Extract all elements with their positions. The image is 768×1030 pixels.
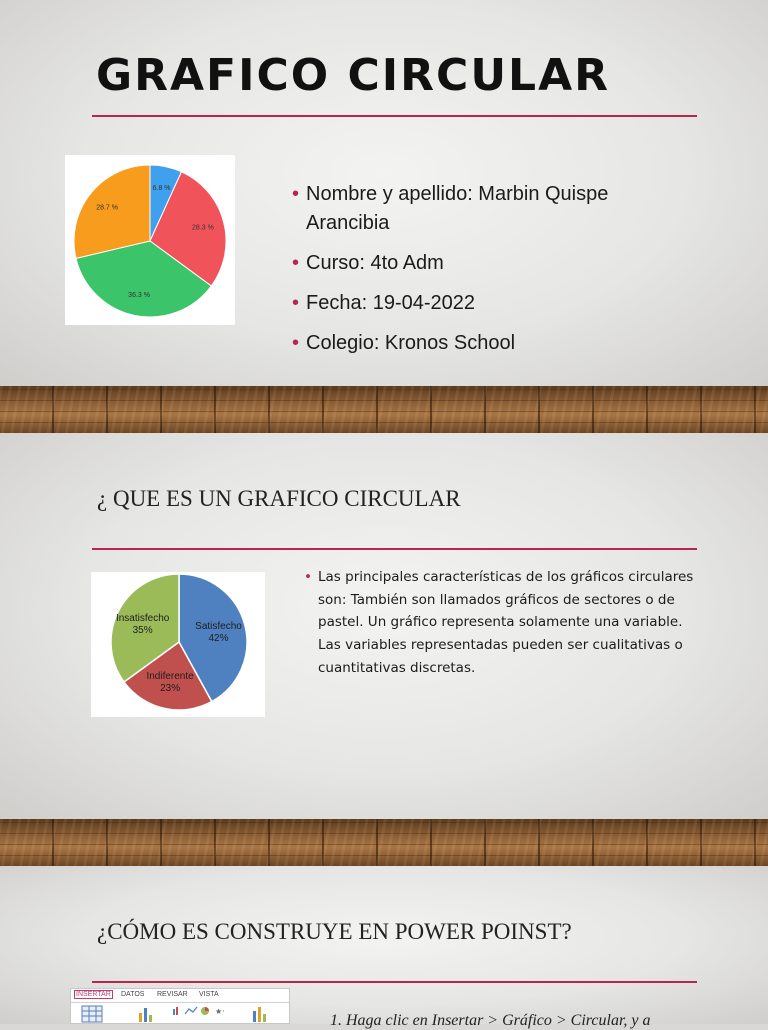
chart-icon — [251, 1005, 267, 1023]
pie-chart-2 — [91, 572, 265, 717]
definition-item: • Las principales características de los gráficos circulares son: También son llamados gráficos de sectores o de pastel. Un gráfico representa solamente una variable. Las variables representadas pueden ser cualitativas o cuantitativas discretas. — [304, 566, 696, 680]
ribbon-tab-revisar: REVISAR — [157, 991, 188, 998]
ribbon-tab-vista: VISTA — [199, 991, 219, 998]
pie-slice-label: Satisfecho — [195, 621, 242, 633]
info-item-name: • Nombre y apellido: Marbin Quispe Arancibia — [292, 180, 612, 238]
wood-floor-strip-1 — [0, 386, 768, 433]
chart-icon — [137, 1005, 153, 1023]
pie-chart-image — [65, 155, 235, 325]
slide-2-title: ¿ QUE ES UN GRAFICO CIRCULAR — [97, 486, 461, 511]
info-item-course: • Curso: 4to Adm — [292, 249, 612, 278]
pie-slice-label: 6.8 % — [152, 184, 171, 192]
title-underline — [92, 115, 697, 117]
wood-floor-strip-2 — [0, 819, 768, 866]
svg-text:★·: ★· — [215, 1007, 225, 1016]
pie-slice-label: Indiferente — [146, 671, 194, 683]
ribbon-tab-datos: DATOS — [121, 991, 145, 998]
title-underline — [92, 981, 697, 983]
info-item-school: • Colegio: Kronos School — [292, 329, 612, 358]
powerpoint-ribbon-screenshot — [70, 988, 290, 1024]
title-underline — [92, 548, 697, 550]
step-text-partial: 1. Haga clic en Insertar > Gráfico > Circular, y a — [330, 1012, 651, 1029]
ribbon-tab-insertar: INSERTAR — [76, 991, 111, 998]
slide-2 — [0, 433, 768, 819]
pie-slice-label: 42% — [208, 633, 229, 645]
slide-3-title: ¿CÓMO ES CONSTRUYE EN POWER POINST? — [97, 919, 572, 944]
pie-slice-label: 35% — [132, 624, 153, 636]
chart-types-icon — [171, 1005, 231, 1023]
slide-1-title: GRAFICO CIRCULAR — [96, 50, 611, 101]
pie-slice-label: 36.3 % — [128, 291, 150, 299]
pie-chart-1 — [65, 155, 235, 325]
info-item-date: • Fecha: 19-04-2022 — [292, 289, 612, 318]
slide-1 — [0, 0, 768, 386]
pie-slice-label: 28.3 % — [192, 224, 214, 232]
definition-list — [304, 566, 696, 680]
info-list — [292, 180, 612, 369]
pie-slice-label: Insatisfecho — [115, 612, 170, 624]
table-icon — [81, 1005, 103, 1023]
pie-chart-image — [91, 572, 265, 717]
pie-slice-label: 23% — [160, 683, 181, 695]
pie-slice-label: 28.7 % — [96, 204, 119, 212]
